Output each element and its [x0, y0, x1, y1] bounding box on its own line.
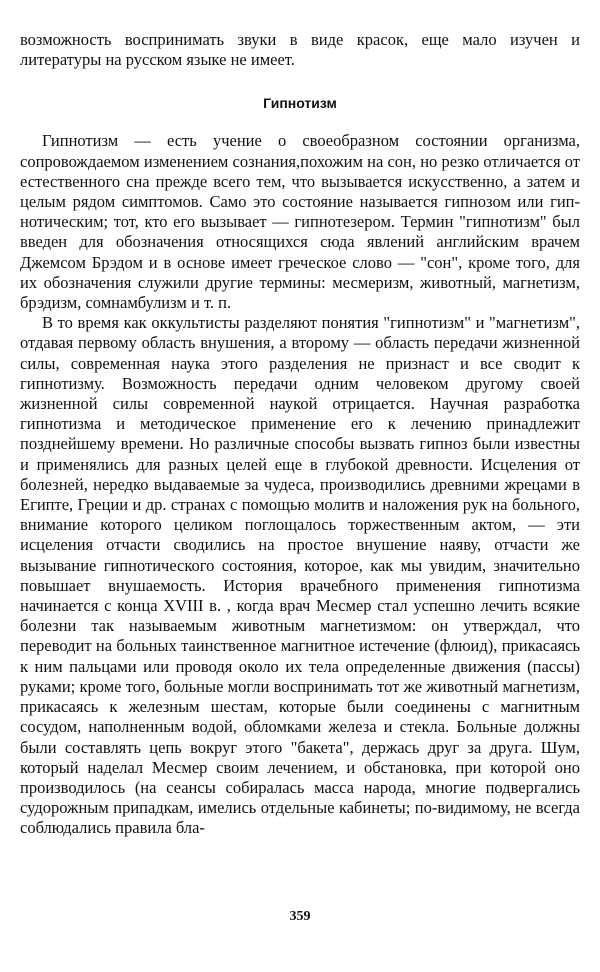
page-content: [20, 30, 580, 839]
body-paragraph-1: Гипнотизм — есть учение о своеобразном состоянии организма, сопровождаемом изменением сознания,похожим на сон, но резко отличается от естественного сна прежде всего тем, что вызывается искусственно, а затем и целым рядом симптомов. Само это состояние называется гипнозом или гипнотическим; тот, кто его вызывает — гипнотезером. Термин "гипнотизм" был введен для обозначения относящихся сюда явлений английским врачем Джемсом Брэдом и в основе имеет греческое слово — "сон", кроме того, для их обозначения служили другие термины: месмеризм, животный, магнетизм, брэдизм, сомнамбулизм и т. п.: [20, 131, 580, 313]
body-paragraph-2: В то время как оккультисты разделяют понятия "гипнотизм" и "магнетизм", отдавая первому область внушения, а второму — область передачи жизненной силы, современная наука этого разделения не признаст и все сводит к гипнотизму. Возможность передачи одним человеком другому своей жизненной силы современной наукой отрицается. Научная разработка гипнотизма и методическое применение его к лечению принадлежит позднейшему времени. Но различные способы вызвать гипноз были известны и применялись для разных целей еще в глубокой древности. Исцеления от болезней, нередко выдаваемые за чудеса, производились древними жрецами в Египте, Греции и др. странах с помощью молитв и наложения рук на больного, внимание которого целиком поглощалось торжественным актом, — эти исцеления отчасти сводились на простое внушение наяву, отчасти же вызывание гипнотического состояния, которое, как мы увидим, значительно повышает внушаемость. История врачебного применения гипнотизма начинается с конца XVIII в. , когда врач Месмер стал успешно лечить всякие болезни так называемым животным магнетизмом: он утверждал, что переводит на больных таинственное магнитное истечение (флюид), прикасаясь к ним пальцами или проводя около их тела определенные движения (пассы) руками; кроме того, больные могли воспринимать тот же животный магнетизм, прикасаясь к железным шестам, которые были соединены с магнитным сосудом, наполненным водой, обломками железа и стекла. Больные должны были составлять цепь вокруг этого "бакета", держась друг за друга. Шум, который наделал Месмер своим лечением, и обстановка, при которой оно производилось (на сеансы собиралась масса народа, многие подвергались судорожным припадкам, имелись отдельные кабинеты; по-видимому, не всегда соблюдались правила бла-: [20, 313, 580, 838]
continuation-paragraph: возможность воспринимать звуки в виде красок, еще мало изучен и литературы на русском языке не имеет.: [20, 30, 580, 70]
section-heading: Гипнотизм: [263, 95, 337, 112]
page-number: 359: [289, 909, 311, 924]
